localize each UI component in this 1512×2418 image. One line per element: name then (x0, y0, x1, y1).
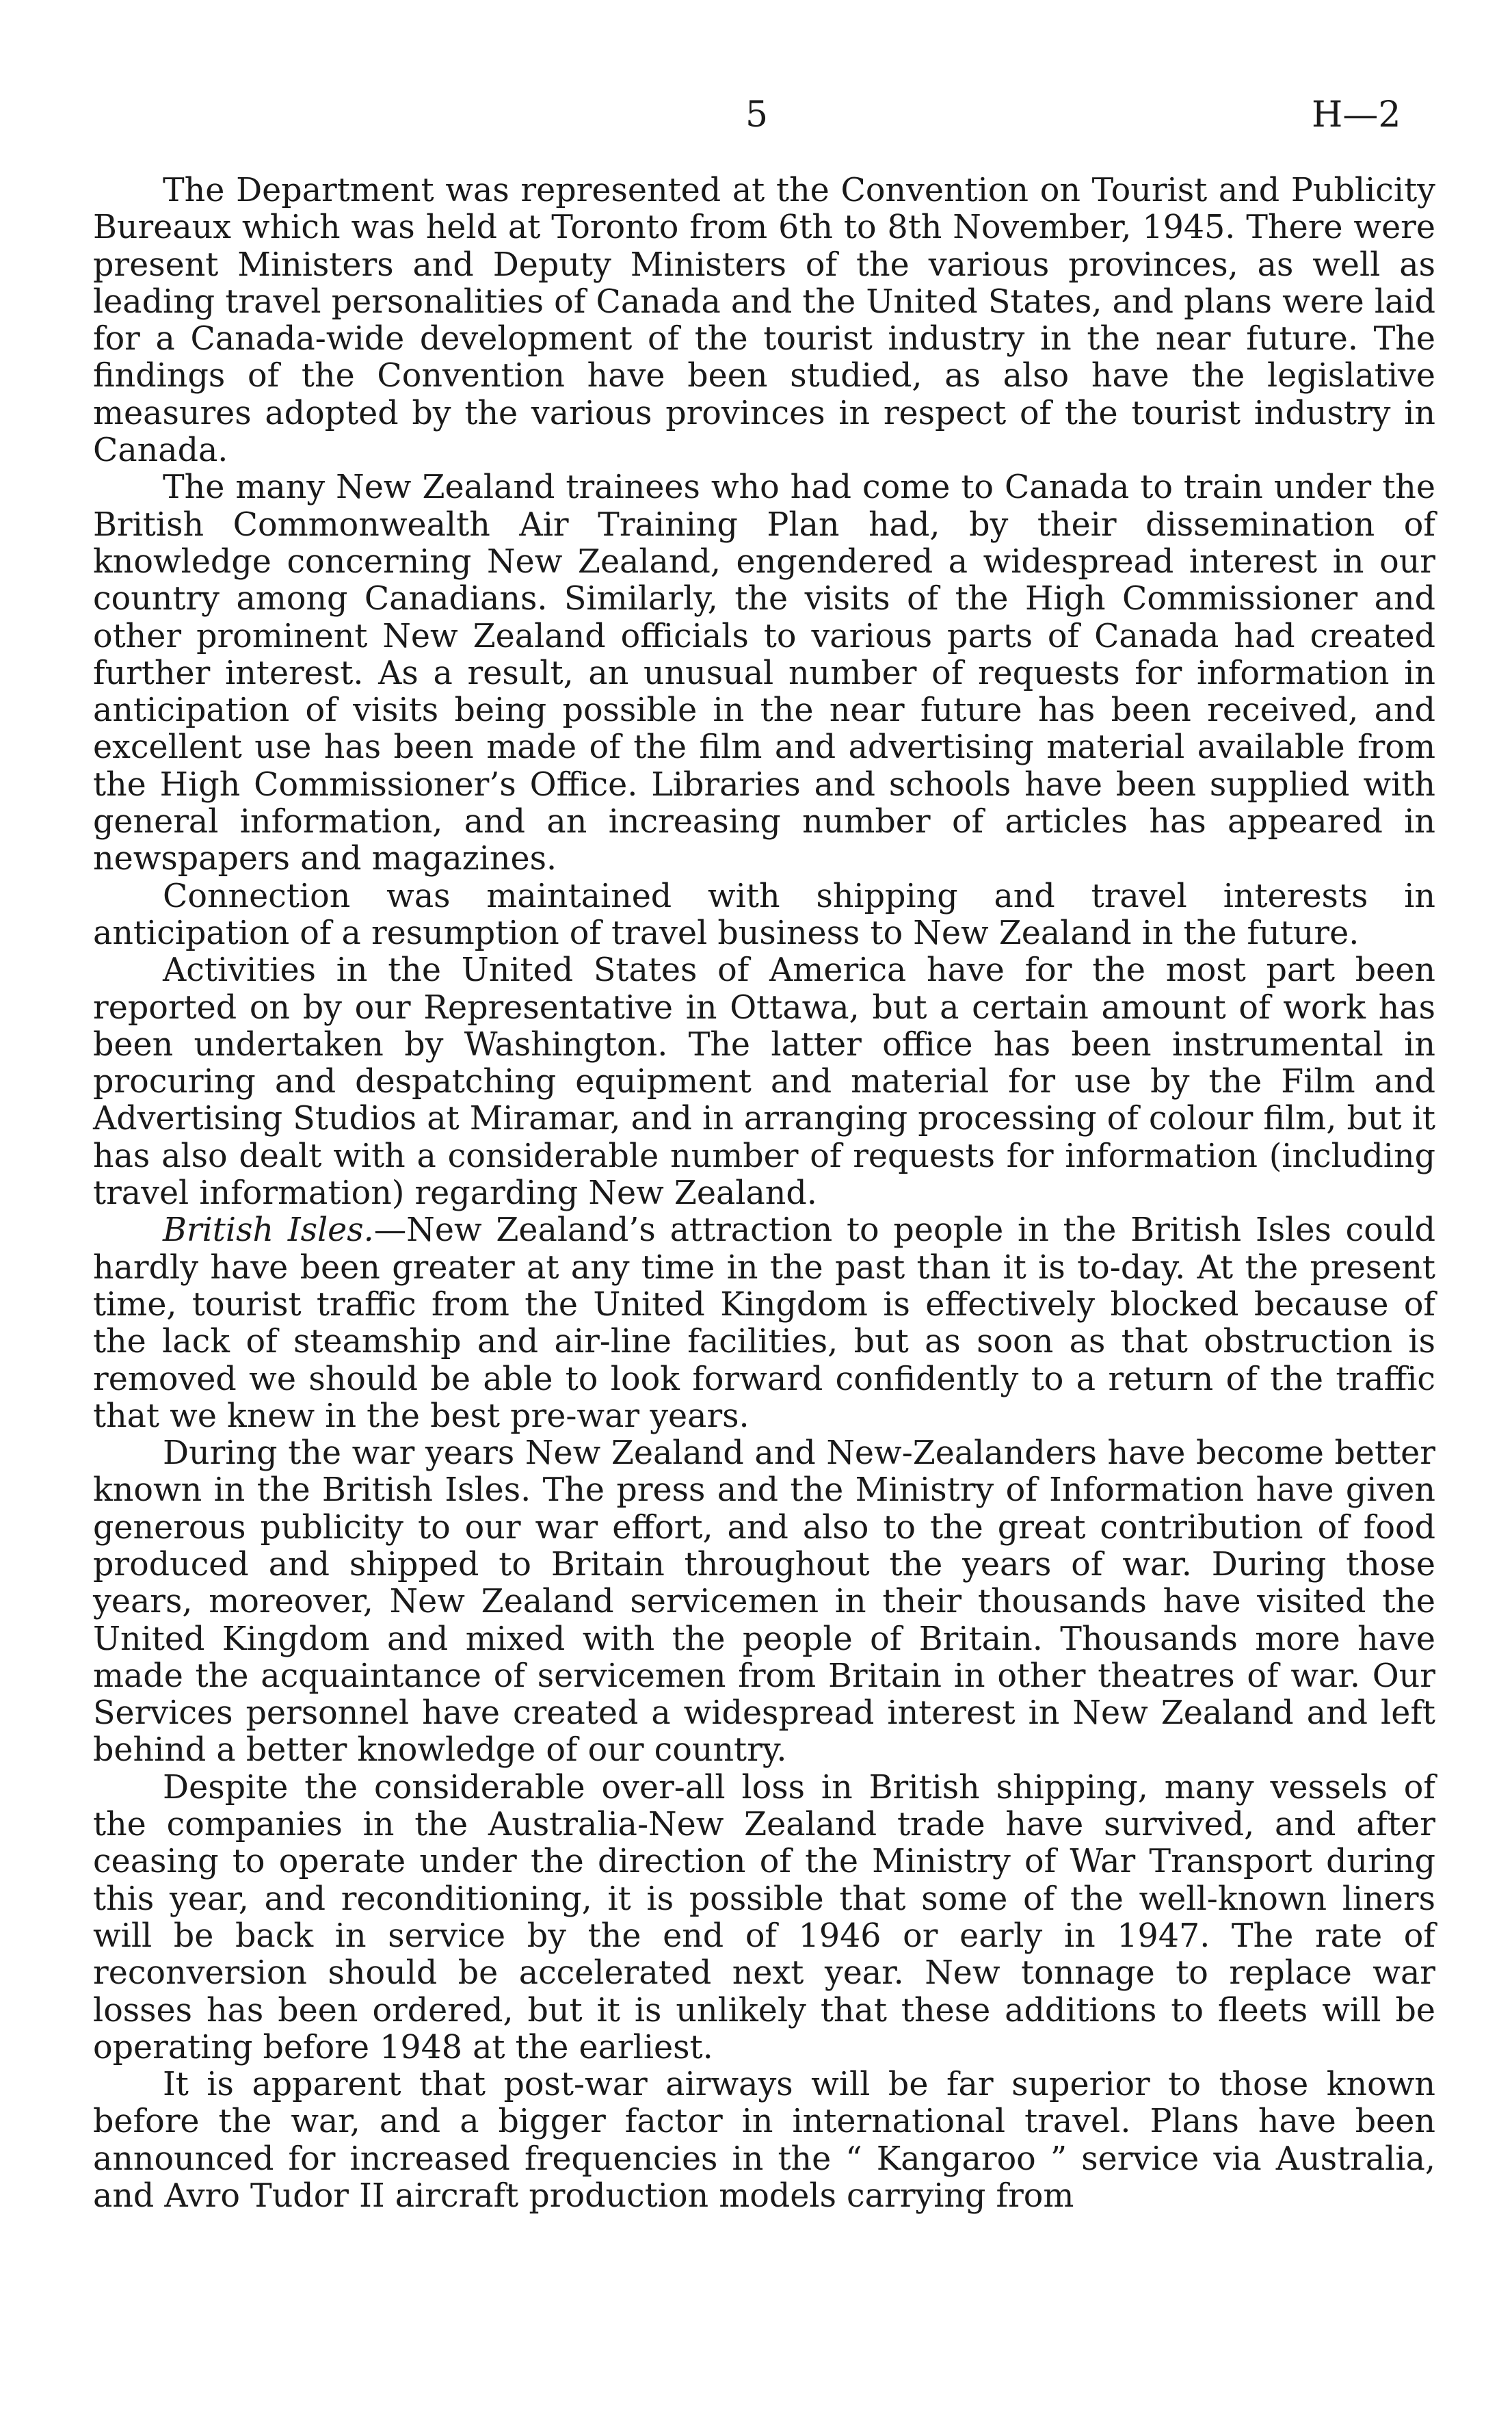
page-number: 5 (745, 94, 769, 135)
paragraph-text: Connection was maintained with shipping and travel interests in anticipation of a resumption of travel business to New Zealand in the future. (93, 877, 1435, 952)
paragraph-shipping-losses (93, 1770, 1435, 2066)
paragraph-text: Despite the considerable over-all loss in British shipping, many vessels of the companies in the Australia-New Zealand trade have survived, and after ceasing to operate under the direction of the Ministry of War Transport during this year, and reconditioning, it is possible that some of the well-known liners will be back in service by the end of 1946 or early in 1947. The rate of reconversion should be accelerated next year. New tonnage to replace war losses has been ordered, but it is unlikely that these additions to fleets will be operating before 1948 at the earliest. (93, 1768, 1435, 2066)
paragraph-british-isles (93, 1212, 1435, 1435)
paragraph-canada-trainees (93, 469, 1435, 878)
paragraph-text: Activities in the United States of America have for the most part been reported on by our Representative in Ottawa, but a certain amount of work has been undertaken by Washington. The latter office has been instrumental in procuring and despatching equipment and material for use by the Film and Advertising Studios at Miramar, and in arranging processing of colour film, but it has also dealt with a considerable number of requests for information (including travel information) regarding New Zealand. (93, 951, 1435, 1213)
paragraph-shipping-connection (93, 878, 1435, 953)
paragraph-united-states (93, 952, 1435, 1212)
paragraph-text: The many New Zealand trainees who had come to Canada to train under the British Commonwealth Air Training Plan had, by their dissemination of knowledge concerning New Zealand, engendered a widespread interest in our country among Canadians. Similarly, the visits of the High Commissioner and other prominent New Zealand officials to various parts of Canada had created further interest. As a result, an unusual number of requests for information in anticipation of visits being possible in the near future has been received, and excellent use has been made of the film and advertising material available from the High Commissioner’s Office. Libraries and schools have been supplied with general information, and an increasing number of articles has appeared in newspapers and magazines. (93, 469, 1435, 878)
paragraph-text: During the war years New Zealand and New-Zealanders have become better known in the British Isles. The press and the Ministry of Information have given generous publicity to our war effort, and also to the great contribution of food produced and shipped to Britain throughout the years of war. During those years, moreover, New Zealand servicemen in their thousands have visited the United Kingdom and mixed with the people of Britain. Thousands more have made the acquaintance of servicemen from Britain in other theatres of war. Our Services personnel have created a widespread interest in New Zealand and left behind a better knowledge of our country. (93, 1434, 1435, 1770)
document-code: H—2 (1312, 94, 1401, 135)
paragraph-airways (93, 2066, 1435, 2215)
paragraph-tourist-convention (93, 172, 1435, 469)
body-text (93, 172, 1435, 2215)
paragraph-text: The Department was represented at the Convention on Tourist and Publicity Bureaux which was held at Toronto from 6th to 8th November, 1945. There were present Ministers and Deputy Ministers of the various provinces, as well as leading travel personalities of Canada and the United States, and plans were laid for a Canada-wide development of the tourist industry in the near future. The findings of the Convention have been studied, as also have the legislative measures adopted by the various provinces in respect of the tourist industry in Canada. (93, 172, 1435, 470)
section-lead: British Isles. (163, 1211, 374, 1250)
paragraph-text: —New Zealand’s attraction to people in the British Isles could hardly have been greater at any time in the past than it is to-day. At the present time, tourist traffic from the United Kingdom is effectively blocked because of the lack of steamship and air-line facilities, but as soon as that obstruction is removed we should be able to look forward confidently to a return of the traffic that we knew in the best pre-war years. (93, 1211, 1435, 1435)
paragraph-war-years (93, 1435, 1435, 1770)
paragraph-text: It is apparent that post-war airways will be far superior to those known before the war, and a bigger factor in international travel. Plans have been announced for increased frequencies in the “ Kangaroo ” service via Australia, and Avro Tudor II aircraft production models carrying from (93, 2066, 1435, 2216)
